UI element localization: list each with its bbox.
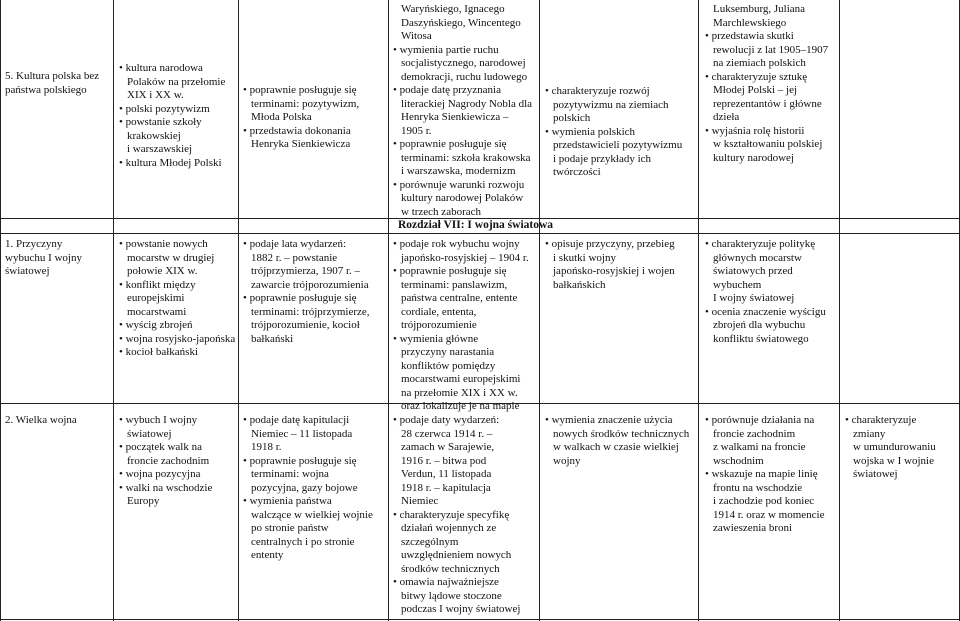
text-line: centralnych i po stronie xyxy=(251,535,355,548)
content-cell xyxy=(119,414,212,509)
text-line: połowie XIX w. xyxy=(127,265,198,277)
bullet-item: • porównuje warunki rozwoju xyxy=(393,179,532,193)
text-line: Henryka Sienkiewicza xyxy=(251,138,351,150)
text-line: konfliktów pomiędzy xyxy=(401,359,496,372)
text-line: trójprzymierza, 1907 r. – xyxy=(251,265,361,277)
table-border-bottom xyxy=(0,619,960,620)
text-line: w umundurowaniu xyxy=(853,441,936,453)
bullet-item: • wyjaśnia rolę historii xyxy=(705,125,828,139)
bullet-item: • wymienia państwa xyxy=(243,495,373,509)
text-line: państwa centralne, entente xyxy=(401,292,518,304)
very-good-requirements-cell xyxy=(705,414,825,536)
column-divider xyxy=(839,0,840,621)
text-line: reprezentantów i główne xyxy=(713,97,822,110)
text-line: rewolucji z lat 1905–1907 xyxy=(713,43,829,56)
bullet-item: • powstanie szkoły xyxy=(119,116,225,130)
text-line: bałkańskich xyxy=(553,278,606,291)
very-good-requirements-cell xyxy=(705,238,826,346)
bullet-item: • wojna rosyjsko-japońska xyxy=(119,333,235,347)
text-line: w walkach w czasie wielkiej xyxy=(553,441,679,453)
fair-requirements-cell xyxy=(393,238,529,414)
topic-line: państwa polskiego xyxy=(5,83,87,96)
text-line: krakowskiej xyxy=(127,129,181,142)
section-heading: Rozdział VII: I wojna światowa xyxy=(398,219,554,231)
text-line: z walkami na froncie xyxy=(713,441,806,453)
bullet-item: • opisuje przyczyny, przebieg xyxy=(545,238,675,252)
text-line: i warszawskiej xyxy=(127,143,193,155)
excellent-requirements-cell xyxy=(845,414,936,482)
text-line: terminami: pozytywizm, xyxy=(251,97,360,110)
text-line: zamach w Sarajewie, xyxy=(401,441,495,453)
bullet-item: • przedstawia dokonania xyxy=(243,125,359,139)
text-line: światowej xyxy=(127,427,172,440)
column-divider xyxy=(388,0,389,621)
text-line: dzieła xyxy=(713,111,740,123)
text-line: Witosa xyxy=(401,30,432,42)
text-line: Verdun, 11 listopada xyxy=(401,468,492,480)
basic-requirements-cell xyxy=(243,84,359,152)
text-line: pozytywizmu na ziemiach xyxy=(553,98,669,111)
text-line: po stronie państw xyxy=(251,522,329,534)
text-line: na ziemiach polskich xyxy=(713,57,806,69)
text-line: i podaje przykłady ich xyxy=(553,152,652,165)
very-good-requirements-cell xyxy=(705,3,828,165)
text-line: oraz lokalizuje je na mapie xyxy=(401,400,520,412)
text-line: bitwy lądowe stoczone xyxy=(401,589,502,602)
text-line: demokracji, ruchu ludowego xyxy=(401,70,528,83)
bullet-item: • poprawnie posługuje się xyxy=(243,455,373,469)
bullet-item: • powstanie nowych xyxy=(119,238,235,252)
bullet-item: • ocenia znaczenie wyścigu xyxy=(705,306,826,320)
column-divider xyxy=(113,0,114,621)
text-line: mocarstw w drugiej xyxy=(127,251,215,264)
text-line: europejskimi xyxy=(127,292,185,304)
column-divider xyxy=(698,0,699,621)
bullet-item: • konflikt między xyxy=(119,279,235,293)
text-line: 1905 r. xyxy=(401,124,432,137)
text-line: froncie zachodnim xyxy=(127,454,210,467)
bullet-item: • charakteryzuje sztukę xyxy=(705,71,828,85)
bullet-item: • omawia najważniejsze xyxy=(393,576,520,590)
text-line: mocarstwami xyxy=(127,305,187,318)
good-requirements-cell xyxy=(545,414,689,468)
text-line: 1914 r. oraz w momencie xyxy=(713,508,825,521)
text-line: trójporozumienie, kocioł xyxy=(251,319,360,331)
text-line: zmiany xyxy=(853,427,886,440)
bullet-item: • kultura narodowa xyxy=(119,62,225,76)
bullet-item: • poprawnie posługuje się xyxy=(393,138,532,152)
bullet-item: • polski pozytywizm xyxy=(119,103,225,117)
text-line: w kształtowaniu polskiej xyxy=(713,138,823,150)
text-line: wybuchem xyxy=(713,278,762,291)
text-line: światowych przed xyxy=(713,265,793,277)
bullet-item: • charakteryzuje rozwój xyxy=(545,85,682,99)
content-cell xyxy=(119,238,235,360)
text-line: zawieszenia broni xyxy=(713,522,793,534)
text-line: 1882 r. – powstanie xyxy=(251,251,338,264)
text-line: terminami: szkoła krakowska xyxy=(401,151,531,164)
text-line: Luksemburg, Juliana xyxy=(713,3,806,15)
text-line: Henryka Sienkiewicza – xyxy=(401,111,509,123)
fair-requirements-cell xyxy=(393,3,532,219)
text-line: działań wojennych ze xyxy=(401,522,497,534)
text-line: terminami: panslawizm, xyxy=(401,278,508,291)
bullet-item: • wymienia znaczenie użycia xyxy=(545,414,689,428)
text-line: Waryńskiego, Ignacego xyxy=(401,3,505,15)
topic-cell xyxy=(5,70,99,97)
bullet-item: • podaje lata wydarzeń: xyxy=(243,238,370,252)
text-line: 28 czerwca 1914 r. – xyxy=(401,427,493,440)
basic-requirements-cell xyxy=(243,414,373,563)
text-line: literackiej Nagrody Nobla dla xyxy=(401,97,533,110)
text-line: I wojny światowej xyxy=(713,292,795,304)
text-line: wschodnim xyxy=(713,454,764,467)
text-line: mocarstwami europejskimi xyxy=(401,373,521,385)
text-line: i warszawska, modernizm xyxy=(401,165,516,177)
bullet-item: • wymienia polskich xyxy=(545,126,682,140)
bullet-item: • początek walk na xyxy=(119,441,212,455)
topic-cell xyxy=(5,238,82,279)
text-line: zawarcie trójporozumienia xyxy=(251,278,369,291)
text-line: frontu na wschodzie xyxy=(713,481,803,494)
text-line: Młodej Polski – jej xyxy=(713,84,798,96)
bullet-item: • podaje datę przyznania xyxy=(393,84,532,98)
text-line: przyczyny narastania xyxy=(401,346,495,358)
bullet-item: • charakteryzuje xyxy=(845,414,936,428)
column-divider xyxy=(238,0,239,621)
text-line: 1918 r. xyxy=(251,441,282,453)
text-line: Polaków na przełomie xyxy=(127,75,226,88)
text-line: ententy xyxy=(251,549,284,561)
text-line: zbrojeń dla wybuchu xyxy=(713,319,806,331)
topic-line: wybuchu I wojny xyxy=(5,251,82,264)
text-line: walczące w wielkiej wojnie xyxy=(251,508,373,521)
bullet-item: • wojna pozycyjna xyxy=(119,468,212,482)
fair-requirements-cell xyxy=(393,414,520,617)
text-line: przedstawicieli pozytywizmu xyxy=(553,139,683,151)
bullet-item: • wymienia główne xyxy=(393,333,529,347)
text-line: środków technicznych xyxy=(401,562,500,575)
bullet-item: • walki na wschodzie xyxy=(119,482,212,496)
bullet-item: • poprawnie posługuje się xyxy=(243,292,370,306)
text-line: 1916 r. – bitwa pod xyxy=(401,454,487,467)
bullet-item: • podaje rok wybuchu wojny xyxy=(393,238,529,252)
row-divider xyxy=(0,233,960,234)
text-line: Europy xyxy=(127,495,160,507)
text-line: Młoda Polska xyxy=(251,111,312,123)
column-divider xyxy=(539,0,540,621)
bullet-item: • kultura Młodej Polski xyxy=(119,157,225,171)
topic-line: 1. Przyczyny xyxy=(5,238,63,250)
text-line: socjalistycznego, narodowej xyxy=(401,57,526,69)
text-line: nowych środków technicznych xyxy=(553,427,690,440)
text-line: XIX i XX w. xyxy=(127,89,184,101)
text-line: polskich xyxy=(553,112,591,124)
text-line: wojny xyxy=(553,454,581,467)
bullet-item: • kocioł bałkański xyxy=(119,346,235,360)
text-line: i zachodzie pod koniec xyxy=(713,495,815,507)
bullet-item: • charakteryzuje politykę xyxy=(705,238,826,252)
text-line: bałkański xyxy=(251,332,294,345)
topic-line: światowej xyxy=(5,265,50,277)
text-line: terminami: wojna xyxy=(251,468,329,480)
text-line: froncie zachodnim xyxy=(713,427,796,440)
text-line: kultury narodowej xyxy=(713,151,794,164)
good-requirements-cell xyxy=(545,85,682,180)
text-line: w trzech zaborach xyxy=(401,205,482,218)
bullet-item: • poprawnie posługuje się xyxy=(243,84,359,98)
text-line: podczas I wojny światowej xyxy=(401,603,521,615)
text-line: wojska w I wojnie xyxy=(853,454,934,467)
text-line: terminami: trójprzymierze, xyxy=(251,305,370,318)
bullet-item: • przedstawia skutki xyxy=(705,30,828,44)
text-line: Niemiec – 11 listopada xyxy=(251,427,353,440)
bullet-item: • porównuje działania na xyxy=(705,414,825,428)
text-line: i skutki wojny xyxy=(553,251,616,264)
text-line: japońsko-rosyjskiej – 1904 r. xyxy=(401,251,529,264)
content-cell xyxy=(119,62,225,170)
bullet-item: • poprawnie posługuje się xyxy=(393,265,529,279)
text-line: Daszyńskiego, Wincentego xyxy=(401,16,521,29)
topic-line: 2. Wielka wojna xyxy=(5,414,77,426)
text-line: szczególnym xyxy=(401,535,459,548)
bullet-item: • podaje datę kapitulacji xyxy=(243,414,373,428)
good-requirements-cell xyxy=(545,238,675,292)
text-line: światowej xyxy=(853,468,898,480)
basic-requirements-cell xyxy=(243,238,370,346)
bullet-item: • podaje daty wydarzeń: xyxy=(393,414,520,428)
text-line: uwzględnieniem nowych xyxy=(401,549,512,561)
text-line: głównych mocarstw xyxy=(713,251,802,264)
text-line: pozycyjna, gazy bojowe xyxy=(251,481,358,494)
text-line: Niemiec xyxy=(401,495,439,507)
text-line: japońsko-rosyjskiej i wojen xyxy=(553,265,675,277)
table-border-left xyxy=(0,0,1,621)
bullet-item: • wyścig zbrojeń xyxy=(119,319,235,333)
text-line: Marchlewskiego xyxy=(713,16,787,29)
text-line: trójporozumienie xyxy=(401,319,477,331)
bullet-item: • wybuch I wojny xyxy=(119,414,212,428)
topic-cell xyxy=(5,414,77,428)
topic-line: 5. Kultura polska bez xyxy=(5,70,100,82)
text-line: cordiale, ententa, xyxy=(401,305,477,318)
text-line: kultury narodowej Polaków xyxy=(401,192,524,204)
text-line: twórczości xyxy=(553,166,601,178)
bullet-item: • wskazuje na mapie linię xyxy=(705,468,825,482)
text-line: konfliktu światowego xyxy=(713,332,809,345)
bullet-item: • wymienia partie ruchu xyxy=(393,44,532,58)
text-line: na przełomie XIX i XX w. xyxy=(401,386,518,399)
bullet-item: • charakteryzuje specyfikę xyxy=(393,509,520,523)
text-line: 1918 r. – kapitulacja xyxy=(401,481,491,494)
